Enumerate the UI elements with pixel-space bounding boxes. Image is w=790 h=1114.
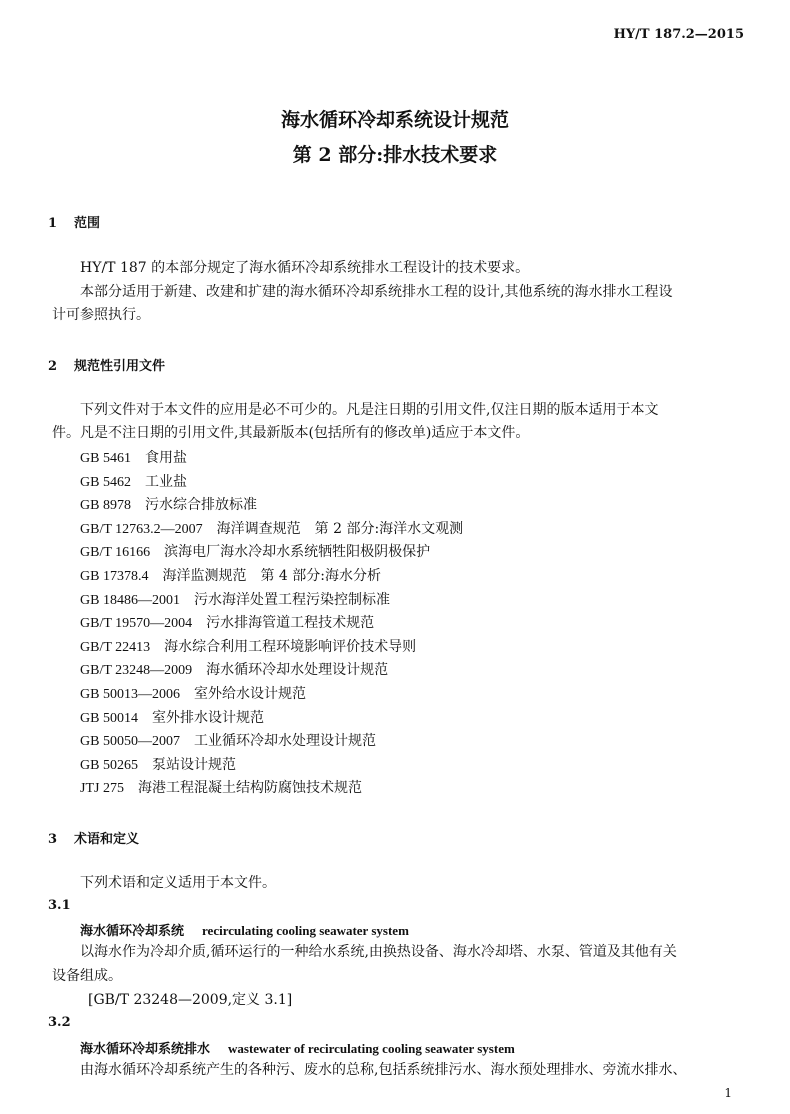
reference-item — [80, 518, 463, 538]
reference-item — [80, 777, 362, 797]
section-title: 术语和定义 — [74, 832, 140, 847]
reference-title: 海洋调查规范 第 2 部分:海洋水文观测 — [216, 520, 464, 537]
reference-title: 污水综合排放标准 — [144, 497, 257, 514]
reference-code: GB/T 19570—2004 — [80, 616, 193, 632]
reference-code: GB/T 23248—2009 — [80, 663, 193, 679]
reference-title: 海洋监测规范 第 4 部分:海水分析 — [162, 568, 381, 584]
reference-title: 污水海洋处置工程污染控制标准 — [193, 591, 390, 608]
term-number: 3.2 — [48, 1015, 71, 1030]
section-1-heading — [48, 212, 100, 231]
standard-code: HY/T 187.2—2015 — [613, 27, 744, 42]
document-title: 海水循环冷却系统设计规范 — [280, 109, 509, 131]
reference-title: 污水排海管道工程技术规范 — [206, 615, 375, 632]
section-2-heading — [48, 355, 165, 374]
reference-code: GB 50013—2006 — [80, 687, 180, 702]
reference-item — [80, 589, 390, 609]
reference-item — [80, 636, 416, 656]
reference-item — [80, 707, 264, 727]
reference-title: 海水循环冷却水处理设计规范 — [206, 662, 389, 679]
reference-title: 室外给水设计规范 — [193, 686, 306, 702]
reference-code: GB 5461 — [80, 451, 131, 466]
section-number: 1 — [48, 216, 58, 231]
reference-title: 泵站设计规范 — [151, 756, 236, 773]
reference-title: 室外排水设计规范 — [151, 709, 264, 726]
reference-title: 食用盐 — [144, 450, 187, 466]
reference-code: GB/T 16166 — [80, 545, 151, 561]
section-number: 2 — [48, 359, 58, 374]
reference-code: GB 8978 — [80, 498, 131, 514]
term-number: 3.1 — [48, 898, 71, 913]
reference-item — [80, 494, 257, 514]
reference-code: GB 50050—2007 — [80, 734, 180, 750]
page-number: 1 — [724, 1086, 732, 1100]
term-definition: 由海水循环冷却系统产生的各种污、废水的总称,包括系统排污水、海水预处理排水、旁流水排水、 — [80, 1062, 687, 1078]
reference-code: GB 50265 — [80, 757, 138, 773]
reference-title: 海港工程混凝土结构防腐蚀技术规范 — [137, 780, 362, 797]
section-3-heading — [48, 828, 139, 847]
term-heading — [80, 920, 409, 939]
reference-title: 海水综合利用工程环境影响评价技术导则 — [164, 638, 417, 655]
paragraph-continuation: 件。凡是不注日期的引用文件,其最新版本(包括所有的修改单)适应于本文件。 — [52, 425, 530, 441]
reference-title: 工业盐 — [144, 473, 187, 490]
reference-item — [80, 471, 187, 491]
paragraph: 本部分适用于新建、改建和扩建的海水循环冷却系统排水工程的设计,其他系统的海水排水工程设 — [80, 284, 673, 300]
term-chinese: 海水循环冷却系统排水 — [80, 1042, 211, 1057]
reference-code: GB 17378.4 — [80, 569, 149, 584]
paragraph-continuation: 计可参照执行。 — [52, 307, 150, 323]
reference-item — [80, 565, 381, 585]
term-english: wastewater of recirculating cooling seawater system — [228, 1041, 515, 1056]
reference-item — [80, 447, 187, 467]
reference-title: 滨海电厂海水冷却水系统牺牲阳极阴极保护 — [164, 544, 431, 561]
document-subtitle: 第 2 部分:排水技术要求 — [292, 144, 498, 166]
reference-item — [80, 730, 376, 750]
paragraph: HY/T 187 的本部分规定了海水循环冷却系统排水工程设计的技术要求。 — [80, 260, 530, 276]
section-title: 规范性引用文件 — [74, 359, 166, 374]
reference-item — [80, 683, 306, 703]
paragraph: 下列术语和定义适用于本文件。 — [80, 875, 276, 891]
term-heading — [80, 1038, 515, 1057]
term-source: [GB/T 23248—2009,定义 3.1] — [88, 992, 293, 1008]
term-chinese: 海水循环冷却系统 — [80, 924, 185, 939]
reference-code: GB/T 12763.2—2007 — [80, 521, 203, 537]
paragraph: 下列文件对于本文件的应用是必不可少的。凡是注日期的引用文件,仅注日期的版本适用于本文 — [80, 402, 659, 418]
term-definition-continuation: 设备组成。 — [52, 968, 122, 984]
reference-code: GB 18486—2001 — [80, 592, 180, 608]
term-definition: 以海水作为冷却介质,循环运行的一种给水系统,由换热设备、海水冷却塔、水泵、管道及其他有关 — [80, 944, 677, 960]
reference-code: GB/T 22413 — [80, 639, 151, 655]
reference-item — [80, 754, 236, 774]
reference-item — [80, 612, 374, 632]
reference-item — [80, 541, 430, 561]
reference-code: GB 50014 — [80, 710, 138, 726]
reference-code: JTJ 275 — [80, 781, 124, 797]
reference-code: GB 5462 — [80, 474, 131, 490]
section-number: 3 — [48, 832, 58, 847]
reference-item — [80, 659, 388, 679]
term-english: recirculating cooling seawater system — [202, 923, 409, 938]
reference-title: 工业循环冷却水处理设计规范 — [193, 733, 376, 750]
section-title: 范围 — [74, 216, 101, 231]
